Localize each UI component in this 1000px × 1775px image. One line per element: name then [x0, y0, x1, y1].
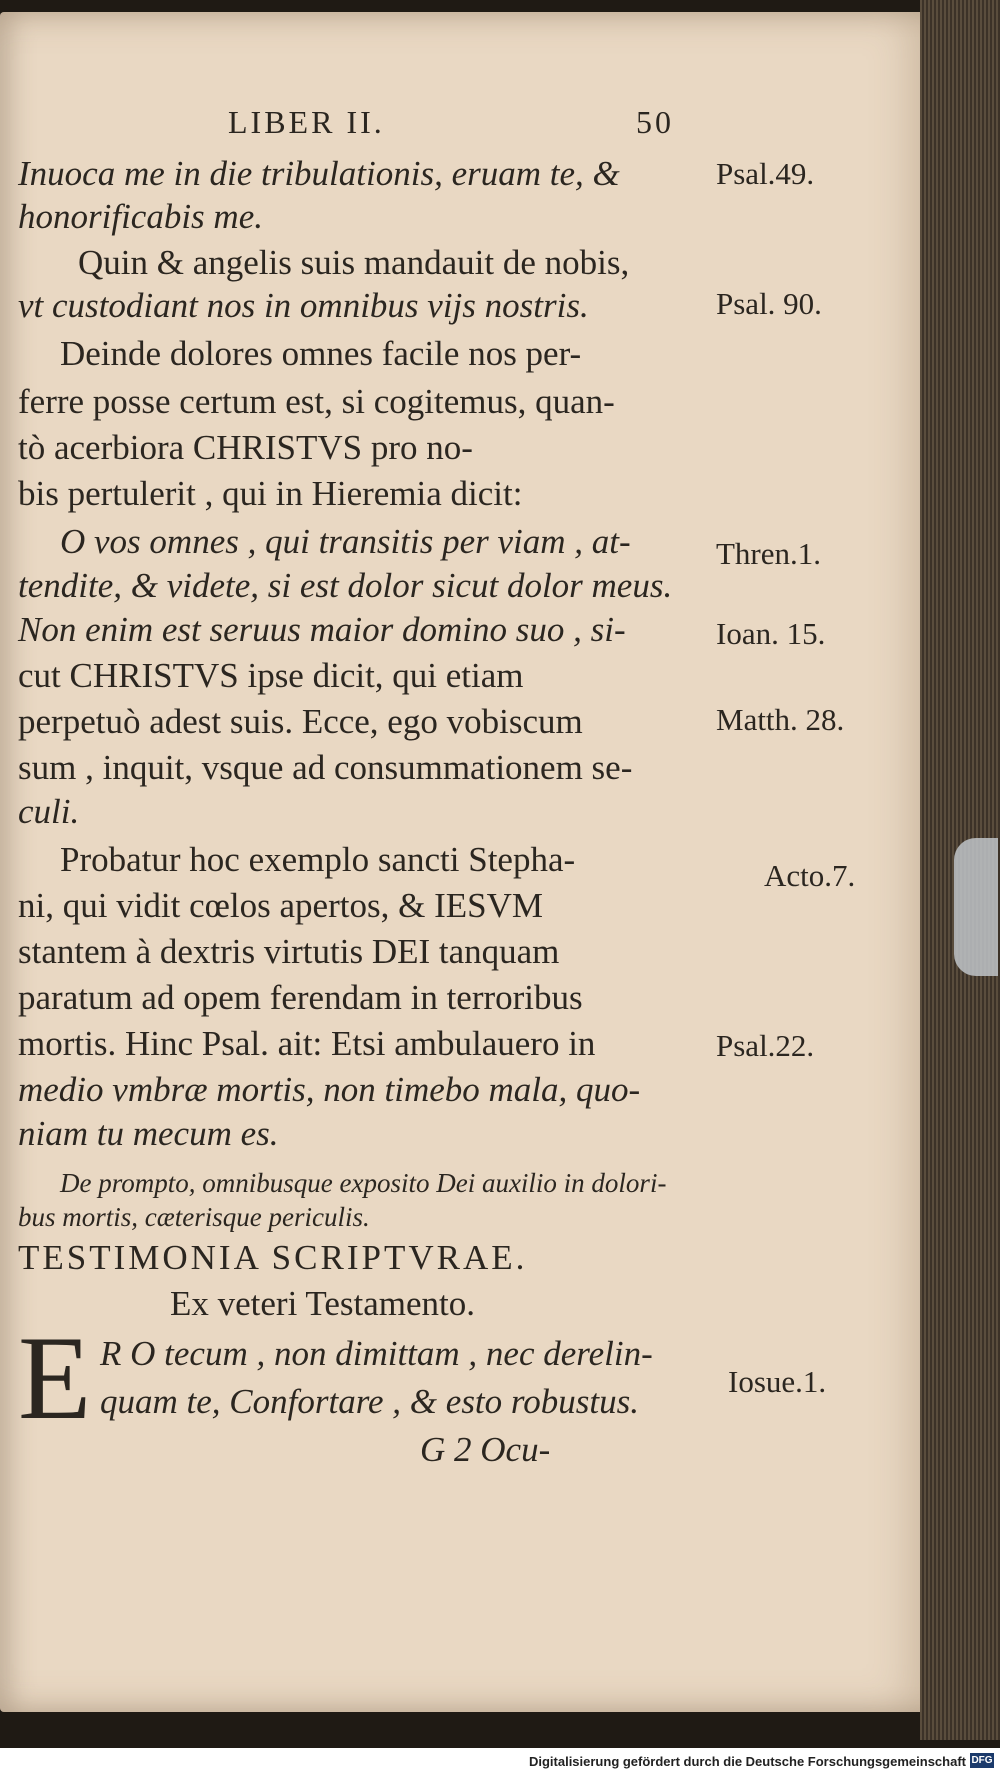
text-line: perpetuò adest suis. Ecce, ego vobiscum	[18, 702, 583, 741]
text-line: Deinde dolores omnes facile nos per-	[60, 334, 582, 373]
page-number: 50	[636, 104, 674, 140]
text-line: O vos omnes , qui transitis per viam , at-	[60, 522, 631, 561]
text-line: De prompto, omnibusque exposito Dei auxilio in dolori-	[60, 1168, 667, 1198]
dfg-logo: DFG	[971, 1755, 993, 1766]
text-line: R O tecum , non dimittam , nec derelin-	[100, 1334, 653, 1373]
text-line: cut CHRISTVS ipse dicit, qui etiam	[18, 656, 524, 695]
margin-note: Psal.22.	[716, 1028, 815, 1063]
margin-note: Ioan. 15.	[716, 616, 826, 651]
running-header: LIBER II.	[228, 104, 385, 140]
text-line: quam te, Confortare , & esto robustus.	[100, 1382, 639, 1421]
margin-note: Matth. 28.	[716, 702, 845, 737]
text-line: medio vmbræ mortis, non timebo mala, quo-	[18, 1070, 641, 1109]
section-heading: TESTIMONIA SCRIPTVRAE.	[18, 1238, 528, 1277]
text-line: niam tu mecum es.	[18, 1114, 279, 1153]
margin-note: Thren.1.	[716, 536, 822, 571]
margin-note: Psal. 90.	[716, 286, 822, 321]
catchword-line: G 2 Ocu-	[420, 1430, 551, 1469]
text-line: ferre posse certum est, si cogitemus, quan-	[18, 382, 615, 421]
margin-note: Iosue.1.	[728, 1364, 827, 1399]
text-line: Probatur hoc exemplo sancti Stepha-	[60, 840, 576, 879]
footer-bar	[0, 1748, 1000, 1775]
initial-letter: E	[18, 1311, 92, 1444]
text-line: vt custodiant nos in omnibus vijs nostris.	[18, 286, 589, 325]
footer-credit: Digitalisierung gefördert durch die Deutsche Forschungsgemeinschaft	[528, 1754, 966, 1769]
text-line: Non enim est seruus maior domino suo , si-	[18, 610, 626, 649]
margin-note: Acto.7.	[764, 858, 856, 893]
margin-note: Psal.49.	[716, 156, 815, 191]
text-line: stantem à dextris virtutis DEI tanquam	[18, 932, 560, 971]
text-line: ni, qui vidit cœlos apertos, & IESVM	[18, 886, 543, 925]
text-line: tendite, & videte, si est dolor sicut dolor meus.	[18, 566, 673, 605]
text-line: mortis. Hinc Psal. ait: Etsi ambulauero in	[18, 1024, 596, 1063]
section-subheading: Ex veteri Testamento.	[170, 1284, 476, 1323]
text-line: Quin & angelis suis mandauit de nobis,	[78, 243, 630, 282]
text-line: paratum ad opem ferendam in terroribus	[18, 978, 583, 1017]
text-line: Inuoca me in die tribulationis, eruam te, &	[18, 154, 620, 193]
text-line: bis pertulerit , qui in Hieremia dicit:	[18, 474, 523, 513]
text-line: culi.	[18, 792, 80, 831]
text-line: bus mortis, cæterisque periculis.	[18, 1202, 370, 1232]
text-line: honorificabis me.	[18, 197, 263, 236]
text-line: tò acerbiora CHRISTVS pro no-	[18, 428, 473, 467]
text-line: sum , inquit, vsque ad consummationem se-	[18, 748, 633, 787]
